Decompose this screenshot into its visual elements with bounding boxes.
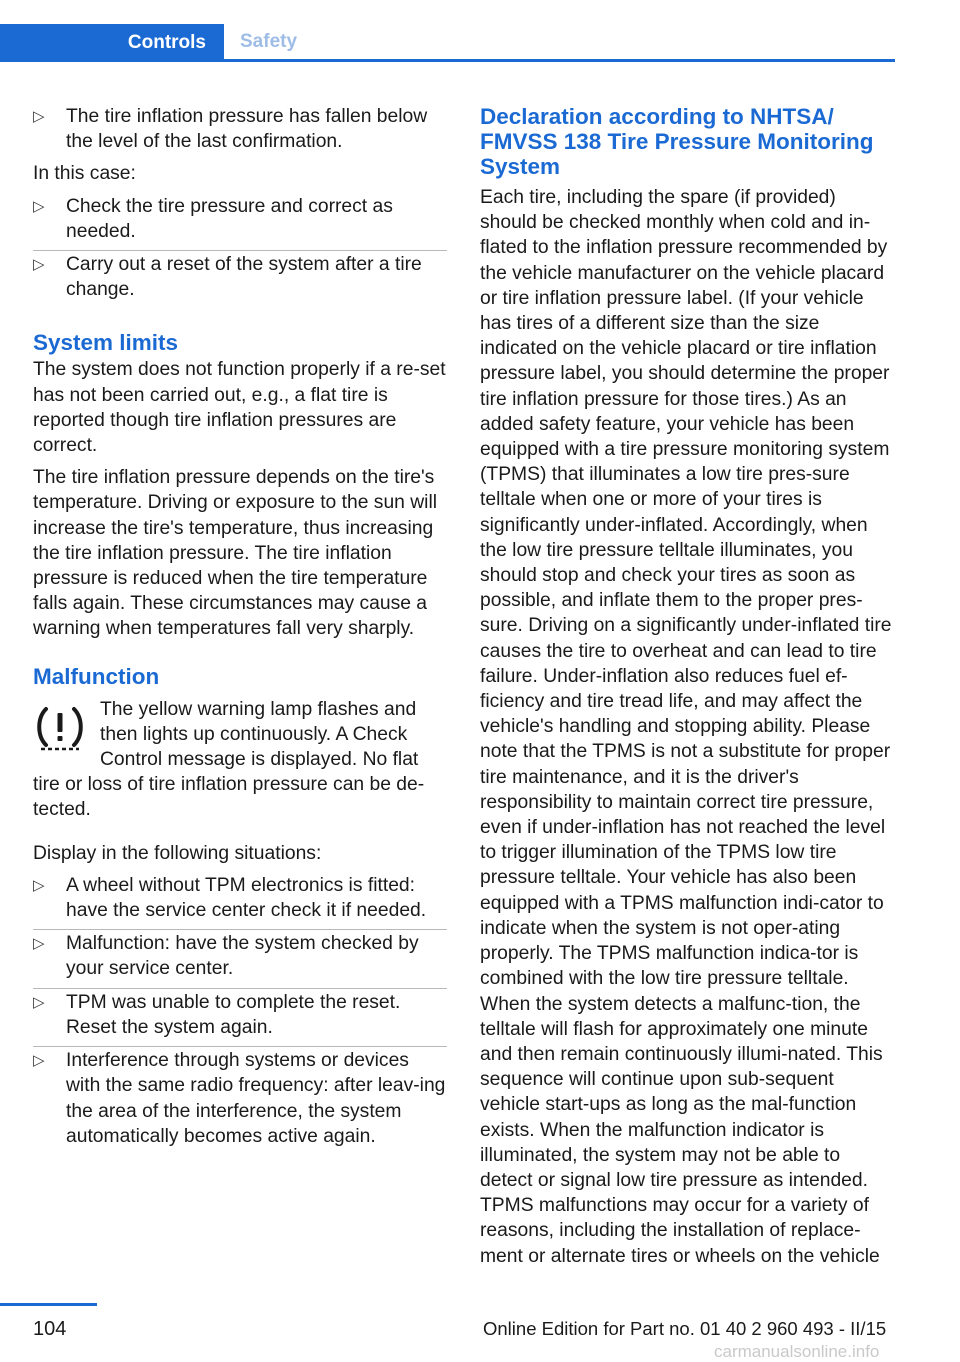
bullet-list-top <box>33 104 447 160</box>
section-heading-malfunction: Malfunction <box>33 663 160 689</box>
footer-accent-line <box>0 1303 97 1306</box>
system-limits-paragraph-1: The system does not function properly if a re-set has not been carried out, e.g., a flat tire is reported though tire inflation pressures are correct. <box>33 359 446 457</box>
page-number: 104 <box>33 1318 67 1340</box>
malfunction-line: Control message is displayed. No flat <box>100 749 419 771</box>
bullet-list-display <box>33 873 447 1155</box>
left-column <box>33 104 447 1156</box>
list-item: ▷ Malfunction: have the system checked by your service center. <box>33 931 447 988</box>
in-this-case-text: In this case: <box>33 163 136 185</box>
tab-controls[interactable]: Controls <box>0 24 224 62</box>
malfunction-line: The yellow warning lamp flashes and <box>100 698 417 720</box>
edition-text: Online Edition for Part no. 01 40 2 960 493 - II/15 <box>483 1318 887 1339</box>
list-item: ▷ Check the tire pressure and correct as needed. <box>33 194 447 251</box>
right-column <box>480 104 896 1269</box>
tab-safety[interactable]: Safety <box>240 30 298 52</box>
watermark-text: carmanualsonline.info <box>714 1342 880 1361</box>
list-item: ▷ TPM was unable to complete the reset. Reset the system again. <box>33 990 447 1047</box>
list-item: ▷ Carry out a reset of the system after a tire change. <box>33 252 447 308</box>
section-heading-system-limits: System limits <box>33 330 179 356</box>
malfunction-block <box>33 697 447 823</box>
list-item: ▷ The tire inflation pressure has fallen below the level of the last confirmation. <box>33 104 447 160</box>
malfunction-line: then lights up continuously. A Check <box>100 723 408 745</box>
tire-pressure-warning-icon <box>33 701 87 755</box>
tab-underline <box>0 59 895 62</box>
bullet-list-case <box>33 194 447 309</box>
malfunction-tail: tire or loss of tire inflation pressure can be de-tected. <box>33 774 425 821</box>
system-limits-paragraph-2: The tire inflation pressure depends on the tire's temperature. Driving or exposure to the sun will increase the tire's temperature, thus increasing the tire inflation pressure. The tire inflation pressure is reduced when the tire temperature falls again. These circumstances may cause a warning when temperatures fall very sharply. <box>33 467 438 640</box>
display-intro-text: Display in the following situations: <box>33 842 322 864</box>
chapter-tabs <box>0 24 895 62</box>
list-item: ▷ A wheel without TPM electronics is fitted: have the service center check it if needed. <box>33 873 447 930</box>
list-item: ▷ Interference through systems or devices with the same radio frequency: after leav-ing the area of the interference, the system automatically becomes active again. <box>33 1048 447 1155</box>
declaration-paragraph: Each tire, including the spare (if provided) should be checked monthly when cold and in-flated to the inflation pressure recommended by the vehicle manufacturer on the vehicle placard or tire inflation pressure label. (If your vehicle has tires of a different size than the size indicated on the vehicle placard or tire inflation pressure label, you should determine the proper tire inflation pressure for those tires.) As an added safety feature, your vehicle has been equipped with a tire pressure monitoring system (TPMS) that illuminates a low tire pres-sure telltale when one or more of your tires is significantly under-inflated. Accordingly, when the low tire pressure telltale illuminates, you should stop and check your tires as soon as possible, and inflate them to the proper pres-sure. Driving on a significantly under-inflated tire causes the tire to overheat and can lead to tire failure. Under-inflation also reduces fuel ef-ficiency and tire tread life, and may affect the vehicle's handling and stopping ability. Please note that the TPMS is not a substitute for proper tire maintenance, and it is the driver's responsibility to maintain correct tire pressure, even if under-inflation has not reached the level to trigger illumination of the TPMS low tire pressure telltale. Your vehicle has also been equipped with a TPMS malfunction indi-cator to indicate when the system is not oper-ating properly. The TPMS malfunction indica-tor is combined with the low tire pressure telltale. When the system detects a malfunc-tion, the telltale will flash for approximately one minute and then remain continuously illumi-nated. This sequence will continue upon sub-sequent vehicle start-ups as long as the mal-function exists. When the malfunction indicator is illuminated, the system may not be able to detect or signal low tire pressure as intended. TPMS malfunctions may occur for a variety of reasons, including the installation of replace-ment or alternate tires or wheels on the vehicle <box>480 187 892 1267</box>
section-heading-declaration: Declaration according to NHTSA/ FMVSS 138 Tire Pressure Monitoring System <box>480 104 874 179</box>
